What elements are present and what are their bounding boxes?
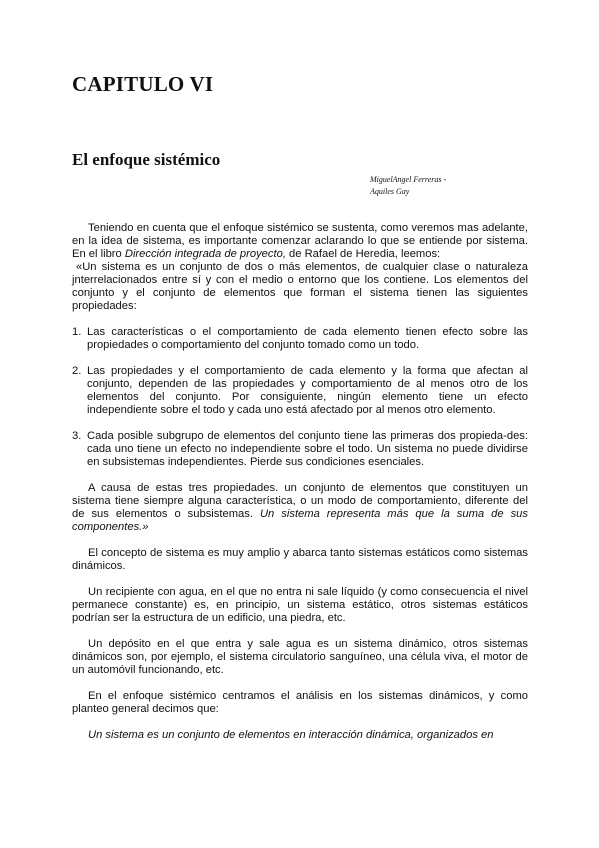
list-text: Cada posible subgrupo de elementos del conjunto tiene las primeras dos propieda-des: cada uno tiene un efecto no independiente sobre el todo. Un sistema no puede dividirse en subsistemas independientes. Pierde sus condiciones esenciales.	[87, 430, 528, 468]
author-credit	[370, 174, 520, 198]
list-text: Las propiedades y el comportamiento de cada elemento y la forma que afectan al conjunto, dependen de las propiedades y comportamiento de al menos otro de los elementos del conjunto. Por consiguiente, ningún elemento tiene un efecto independiente sobre el todo y cada uno está afectado por al menos otro elemento.	[87, 365, 528, 416]
author-line-1: MiguelAngel Ferreras -	[370, 175, 447, 184]
paragraph-enfoque: En el enfoque sistémico centramos el análisis en los sistemas dinámicos, y como planteo general decimos que:	[72, 690, 528, 715]
causa-text: A causa de estas tres propiedades. un conjunto de elementos que constituyen un sistema tiene siempre alguna característica, o un modo de comportamiento, diferente del de sus elementos o subsistemas.	[72, 482, 528, 520]
author-line-2: Aquiles Gay	[370, 187, 410, 196]
list-item	[72, 326, 528, 352]
chapter-title: CAPITULO VI	[72, 72, 214, 96]
book-title: Dirección integrada de proyecto,	[124, 248, 286, 260]
causa-italic: Un sistema representa más que la suma de sus componentes.»	[72, 508, 528, 533]
properties-list	[72, 326, 528, 469]
list-number: 2.	[72, 365, 82, 377]
list-number: 1.	[72, 326, 82, 338]
list-text: Las características o el comportamiento de cada elemento tienen efecto sobre las propiedades o comportamiento del conjunto tomado como un todo.	[87, 326, 528, 351]
body-text	[72, 222, 528, 742]
paragraph-intro	[72, 222, 528, 261]
paragraph-deposito: Un depósito en el que entra y sale agua es un sistema dinámico, otros sistemas dinámicos son, por ejemplo, el sistema circulatorio sanguíneo, una célula viva, el motor de un automóvil funcionando, etc.	[72, 638, 528, 676]
paragraph-causa	[72, 482, 528, 534]
intro-text: Teniendo en cuenta que el enfoque sistémico se sustenta, como veremos mas adelante, en la idea de sistema, es importante comenzar aclarando lo que se entiende por sistema. En el libro	[72, 222, 528, 260]
paragraph-quote-intro: «Un sistema es un conjunto de dos o más elementos, de cualquier clase o naturaleza jnterrelacionados entre sí y con el medio o entorno que los contiene. Los elementos del conjunto y el conjunto de elementos que forman el sistema tienen las siguientes propiedades:	[72, 261, 528, 312]
section-title: El enfoque sistémico	[72, 150, 221, 169]
list-item	[72, 430, 528, 469]
paragraph-definition: Un sistema es un conjunto de elementos en interacción dinámica, organizados en	[88, 729, 494, 741]
list-number: 3.	[72, 430, 82, 442]
paragraph-concepto: El concepto de sistema es muy amplio y abarca tanto sistemas estáticos como sistemas dinámicos.	[72, 547, 528, 572]
intro-end: de Rafael de Heredia, leemos:	[285, 248, 441, 260]
paragraph-recipiente: Un recipiente con agua, en el que no entra ni sale líquido (y como consecuencia el nivel permanece constante) es, en principio, un sistema estático, otros sistemas estáticos podrían ser la estructura de un edificio, una piedra, etc.	[72, 586, 528, 624]
list-item	[72, 365, 528, 417]
